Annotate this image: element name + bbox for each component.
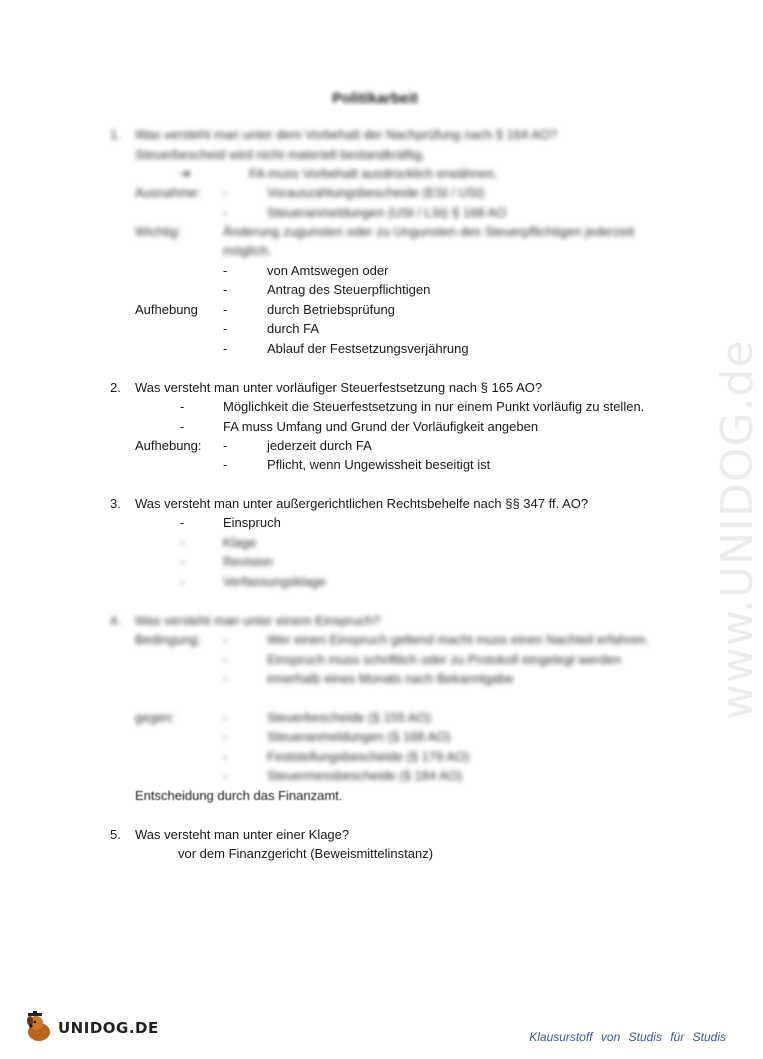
bullet-dash: - [223,302,228,317]
list-item: jederzeit durch FA [267,438,372,453]
question-number: 1. [110,127,121,142]
entscheidung-text: Entscheidung durch das Finanzamt. [135,788,343,803]
ausnahme-label: Ausnahme: [135,185,201,200]
bullet-dash: - [223,652,228,667]
list-item: Antrag des Steuerpflichtigen [267,282,431,297]
list-item: Ablauf der Festsetzungsverjährung [267,341,469,356]
dog-icon [22,1011,56,1045]
list-item: Vorauszahlungsbescheide (ESt / USt) [267,185,485,200]
list-item: Steuerbescheide (§ 155 AO) [267,710,432,725]
list-item: Verfassungsklage [223,574,326,589]
list-item: Einspruch muss schriftlich oder zu Protokoll eingelegt werden [267,652,622,667]
bullet-dash: - [180,574,185,589]
question-number: 4. [110,613,121,628]
list-item: Steueranmeldungen (§ 168 AO) [267,729,451,744]
bullet-dash: - [223,321,228,336]
bullet-dash: - [180,535,185,550]
footer-tagline: Klausurstoff von Studis für Studis [529,1030,726,1044]
list-item: Feststellungsbescheide (§ 179 AO) [267,749,470,764]
wichtig-text: Änderung zugunsten oder zu Ungunsten des Steuerpflichtigen jederzeit [223,224,635,239]
bullet-dash: - [223,341,228,356]
question-text: Was versteht man unter vorläufiger Steuerfestsetzung nach § 165 AO? [135,380,543,395]
list-item: Einspruch [223,515,281,530]
page-title: Politikarbeit [332,90,418,107]
bullet-dash: - [223,768,228,783]
arrow-icon: ➔ [180,166,191,181]
question-text: Was versteht man unter einer Klage? [135,827,350,842]
bedingung-label: Bedingung: [135,632,201,647]
list-item: durch Betriebsprüfung [267,302,395,317]
wichtig-text-cont: möglich. [223,243,272,258]
logo-text: UNIDOG.DE [58,1019,159,1037]
list-item: Revision [223,554,273,569]
question-text: Was versteht man unter einem Einspruch? [135,613,381,628]
bullet-dash: - [180,419,185,434]
bullet-dash: - [223,185,228,200]
arrow-text: FA muss Vorbehalt ausdrücklich erwähnen. [249,166,498,181]
aufhebung-label: Aufhebung: [135,438,202,453]
wichtig-label: Wichtig: [135,224,182,239]
bullet-dash: - [223,671,228,686]
question-text: Was versteht man unter dem Vorbehalt der Nachprüfung nach § 164 AO? [135,127,558,142]
question-number: 2. [110,380,121,395]
question-number: 3. [110,496,121,511]
bullet-dash: - [223,205,228,220]
unidog-logo [22,1010,159,1046]
list-item: von Amtswegen oder [267,263,389,278]
gegen-label: gegen: [135,710,175,725]
list-item: FA muss Umfang und Grund der Vorläufigkeit angeben [223,419,539,434]
list-item: innerhalb eines Monats nach Bekanntgabe [267,671,514,686]
bullet-dash: - [180,554,185,569]
bullet-dash: - [223,632,228,647]
list-item: Pflicht, wenn Ungewissheit beseitigt ist [267,457,491,472]
list-item: Steueranmeldungen (USt / LSt) § 168 AO [267,205,507,220]
question-text: Was versteht man unter außergerichtlichen Rechtsbehelfe nach §§ 347 ff. AO? [135,496,589,511]
list-item: Möglichkeit die Steuerfestsetzung in nur einem Punkt vorläufig zu stellen. [223,399,645,414]
answer-text: vor dem Finanzgericht (Beweismittelinstanz) [178,846,434,861]
bullet-dash: - [223,457,228,472]
bullet-dash: - [223,710,228,725]
list-item: durch FA [267,321,320,336]
bullet-dash: - [223,438,228,453]
bullet-dash: - [223,263,228,278]
answer-text: Steuerbescheid wird nicht materiell bestandkräftig. [135,147,426,162]
bullet-dash: - [223,749,228,764]
bullet-dash: - [180,515,185,530]
bullet-dash: - [223,282,228,297]
bullet-dash: - [180,399,185,414]
bullet-dash: - [223,729,228,744]
list-item: Wer einen Einspruch geltend macht muss einen Nachteil erfahren. [267,632,650,647]
watermark: www.UNIDOG.de [712,339,763,720]
list-item: Klage [223,535,257,550]
question-number: 5. [110,827,121,842]
aufhebung-label: Aufhebung [135,302,198,317]
list-item: Steuermessbescheide (§ 184 AO) [267,768,463,783]
